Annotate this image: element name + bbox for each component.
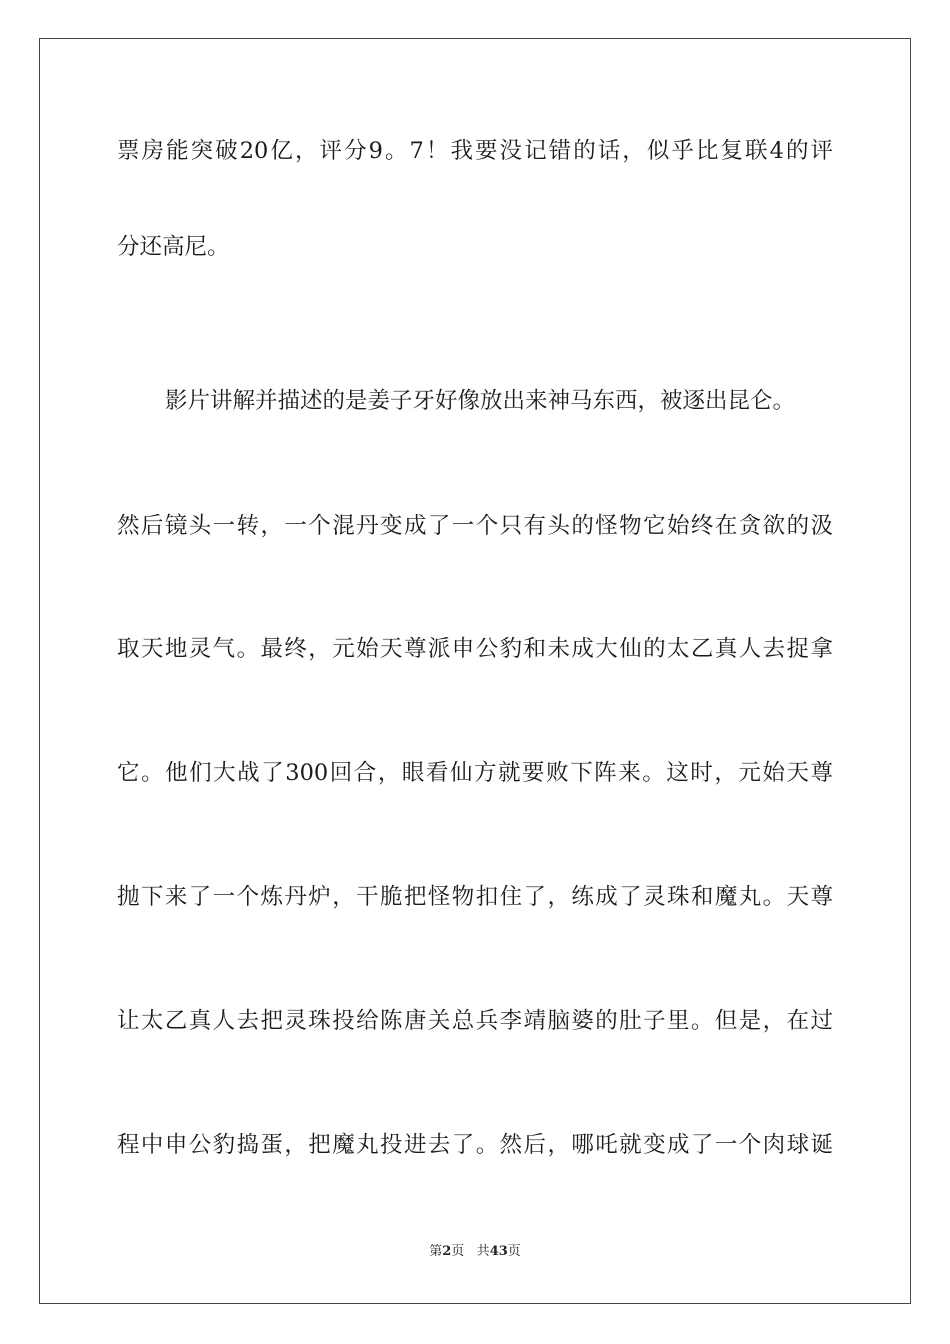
body-line-8: 让太乙真人去把灵珠投给陈唐关总兵李靖脑婆的肚子里。但是，在过: [117, 1008, 833, 1034]
page-total: 43: [489, 1244, 508, 1259]
body-line-6: 它。他们大战了300回合，眼看仙方就要败下阵来。这时，元始天尊: [117, 760, 833, 786]
body-line-1: 票房能突破20亿，评分9。7！我要没记错的话，似乎比复联4的评: [117, 138, 833, 164]
body-line-9: 程中申公豹捣蛋，把魔丸投进去了。然后，哪吒就变成了一个肉球诞: [117, 1132, 833, 1158]
body-line-3: 影片讲解并描述的是姜子牙好像放出来神马东西，被逐出昆仑。: [165, 388, 796, 414]
page-current: 2: [442, 1244, 452, 1259]
page-suffix: 页: [451, 1244, 465, 1259]
body-line-2: 分还高尼。: [117, 234, 230, 260]
body-line-5: 取天地灵气。最终，元始天尊派申公豹和未成大仙的太乙真人去捉拿: [117, 636, 833, 662]
page-border: [39, 38, 911, 1304]
page-footer: [0, 1244, 950, 1260]
body-line-4: 然后镜头一转，一个混丹变成了一个只有头的怪物它始终在贪欲的汲: [117, 513, 833, 539]
page-prefix: 第: [429, 1244, 443, 1259]
total-prefix: 共: [476, 1244, 490, 1259]
body-line-7: 抛下来了一个炼丹炉，干脆把怪物扣住了，练成了灵珠和魔丸。天尊: [117, 884, 833, 910]
total-suffix: 页: [507, 1244, 521, 1259]
